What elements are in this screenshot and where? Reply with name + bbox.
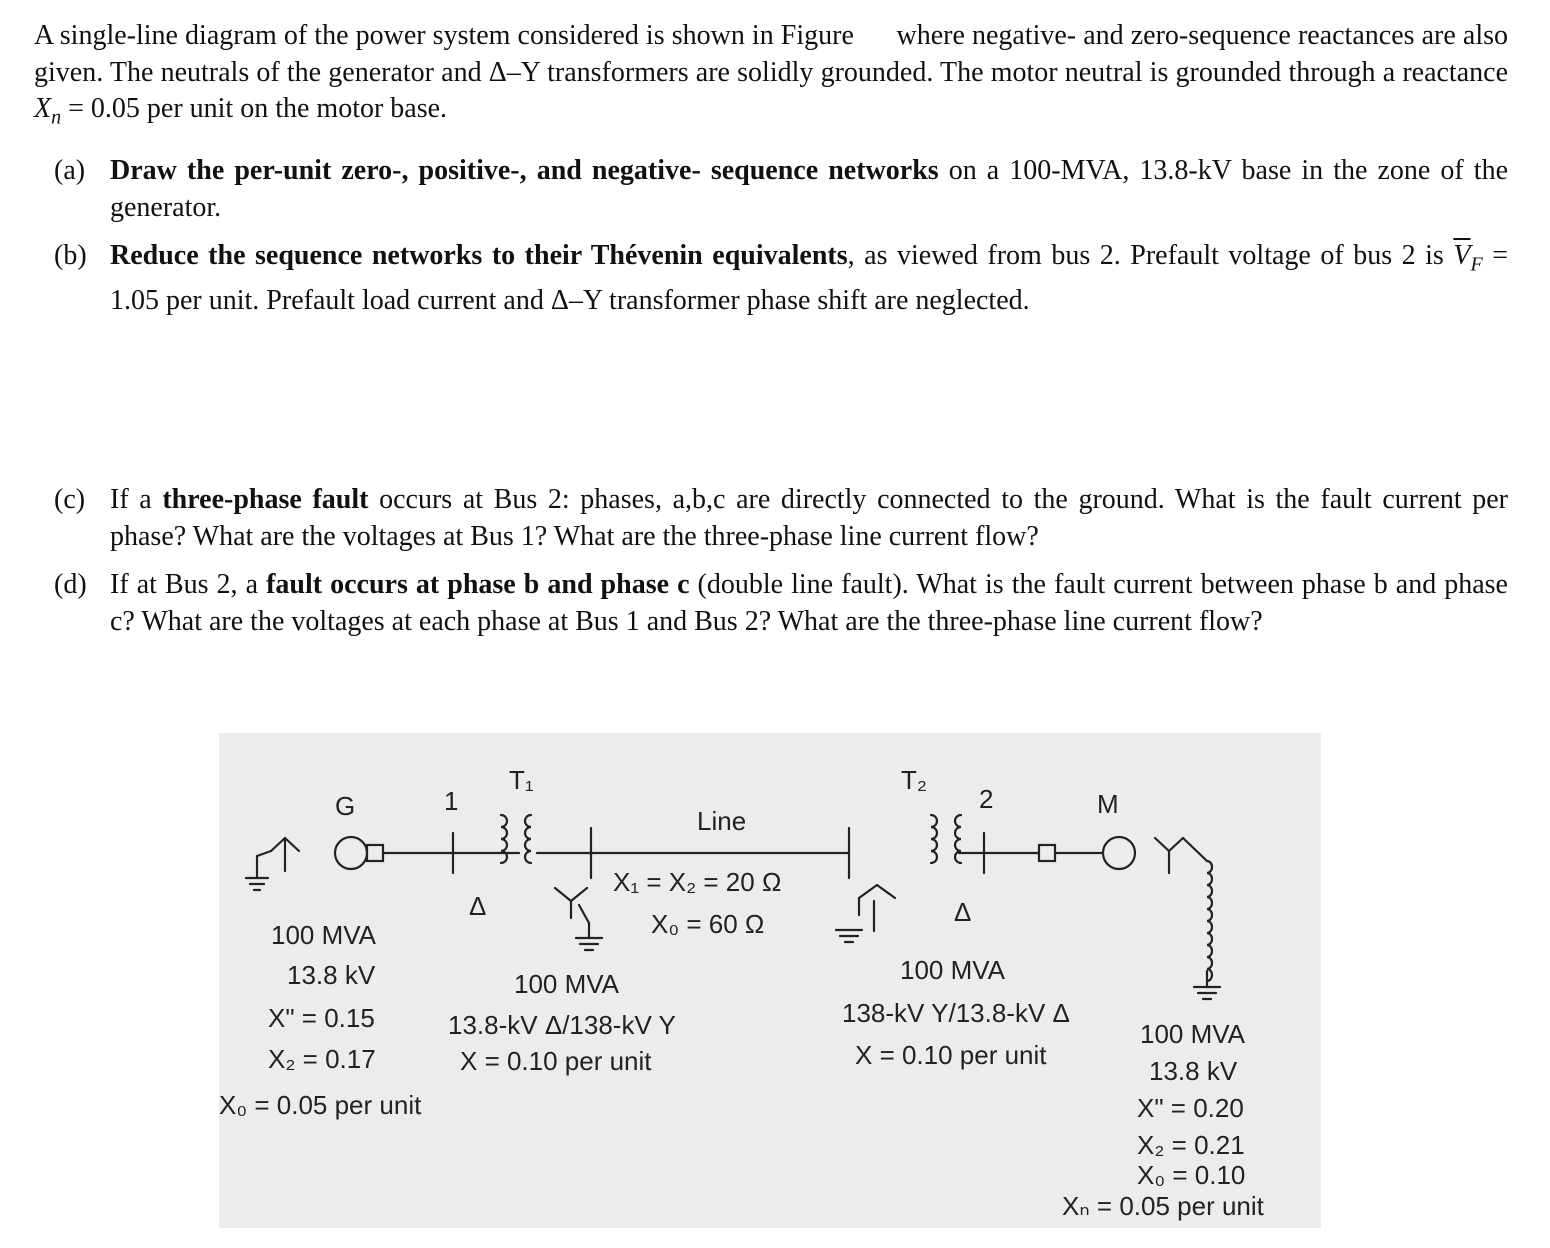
- question-c-text: occurs at Bus 2: phases, a,b,c are directly connected to the ground. What is the fault current per phase? What are the voltages at Bus 1? What are the three-phase line current flow?: [110, 484, 1508, 552]
- motor-mva: 100 MVA: [1140, 1019, 1246, 1049]
- generator-x0: X₀ = 0.05 per unit: [219, 1090, 422, 1120]
- question-b-label: (b): [54, 240, 87, 271]
- generator-label: G: [335, 791, 356, 821]
- motor-icon: [1103, 837, 1135, 869]
- question-a: [54, 153, 1508, 226]
- generator-neutral-ground-icon: [246, 838, 299, 890]
- t1-rating: 13.8-kV Δ/138-kV Y: [448, 1010, 676, 1040]
- question-a-label: (a): [54, 155, 86, 186]
- generator-mva: 100 MVA: [271, 920, 377, 950]
- generator-icon: [335, 837, 367, 869]
- t2-winding-icon: [931, 815, 961, 863]
- xn-symbol: X: [34, 93, 52, 124]
- question-d-pre: If at Bus 2, a: [110, 569, 267, 600]
- motor-neutral-reactor-ground-icon: [1155, 838, 1220, 999]
- t1-delta-icon: Δ: [469, 891, 487, 921]
- question-a-bold: Draw the per-unit zero-, positive-, and negative- sequence networks: [110, 155, 939, 186]
- question-d: [54, 567, 1508, 640]
- t2-mva: 100 MVA: [900, 955, 1006, 985]
- question-c-pre: If a: [110, 484, 163, 515]
- line-label: Line: [697, 806, 747, 836]
- t1-label: T₁: [509, 765, 534, 795]
- t1-wye-ground-icon: [555, 888, 602, 950]
- question-b-text-1: , as viewed from bus 2. Prefault voltage of bus 2 is: [847, 240, 1454, 271]
- t2-rating: 138-kV Y/13.8-kV Δ: [842, 998, 1070, 1028]
- problem-intro: [34, 18, 1508, 136]
- line-x0: X₀ = 60 Ω: [651, 909, 765, 939]
- generator-x1: X" = 0.15: [268, 1003, 375, 1033]
- question-b: [54, 238, 1508, 320]
- vf-symbol: $\overline{V}$: [1453, 240, 1471, 271]
- intro-text-2: where negative- and zero-sequence reactances are also given. The neutrals of the generator and Δ–Y transformers are solidly grounded. The motor neutral is grounded through a reactance: [34, 20, 1508, 88]
- question-d-text: (double line fault). What is the fault current between phase b and phase c? What are the voltages at each phase at Bus 1 and Bus 2? What are the three-phase line current flow?: [110, 569, 1508, 637]
- question-c: [54, 482, 1508, 555]
- generator-breaker-icon: [367, 845, 383, 861]
- motor-xn: Xₙ = 0.05 per unit: [1062, 1191, 1264, 1221]
- question-a-text: on a 100-MVA, 13.8-kV base in the zone of the generator.: [110, 155, 1508, 223]
- motor-label: M: [1097, 789, 1119, 819]
- intro-text-3: = 0.05 per unit on the motor base.: [61, 93, 448, 124]
- bus2-label: 2: [979, 784, 994, 814]
- t1-x: X = 0.10 per unit: [460, 1046, 652, 1076]
- motor-x0: X₀ = 0.10: [1137, 1160, 1246, 1190]
- generator-x2: X₂ = 0.17: [268, 1044, 376, 1074]
- intro-text-1: A single-line diagram of the power system considered is shown in Figure: [34, 20, 854, 51]
- vf-subscript: F: [1470, 253, 1483, 276]
- question-c-label: (c): [54, 484, 86, 515]
- line-x12: X₁ = X₂ = 20 Ω: [613, 867, 782, 897]
- question-b-text-2: = 1.05 per unit. Prefault load current and Δ–Y transformer phase shift are neglected.: [110, 240, 1509, 317]
- xn-subscript: n: [51, 106, 62, 129]
- t1-winding-icon: [501, 815, 531, 863]
- question-c-bold: three-phase fault: [162, 484, 369, 515]
- motor-x2: X₂ = 0.21: [1137, 1130, 1245, 1160]
- t2-delta-icon: Δ: [954, 897, 972, 927]
- t2-wye-ground-icon: [836, 885, 895, 942]
- question-b-bold: Reduce the sequence networks to their Thévenin equivalents: [110, 240, 848, 271]
- question-d-label: (d): [54, 569, 87, 600]
- t2-label: T₂: [901, 765, 927, 795]
- motor-kv: 13.8 kV: [1149, 1056, 1238, 1086]
- question-d-bold: fault occurs at phase b and phase c: [266, 569, 690, 600]
- motor-x1: X" = 0.20: [1137, 1093, 1244, 1123]
- t1-mva: 100 MVA: [514, 969, 620, 999]
- bus1-label: 1: [444, 786, 459, 816]
- motor-breaker-icon: [1039, 845, 1055, 861]
- t2-x: X = 0.10 per unit: [855, 1040, 1047, 1070]
- generator-kv: 13.8 kV: [287, 960, 376, 990]
- single-line-diagram: [219, 733, 1321, 1228]
